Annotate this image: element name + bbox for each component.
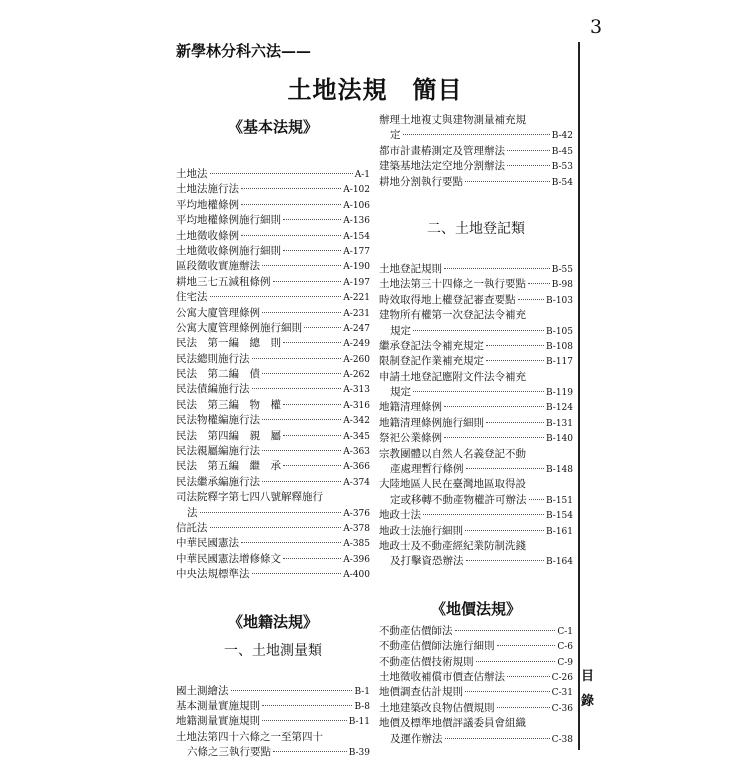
toc-entry[interactable] <box>176 306 370 321</box>
entry-page: B-124 <box>546 403 573 414</box>
entry-title: 區段徵收實施辦法 <box>176 260 260 273</box>
entry-page: C-1 <box>557 626 573 637</box>
entry-title: 地價及標準地價評議委員會組織 <box>379 717 526 730</box>
entry-title: 民法繼承編施行法 <box>176 475 260 488</box>
entry-page: B-164 <box>546 557 573 568</box>
entry-page: A-313 <box>343 385 370 396</box>
entry-page: A-262 <box>343 370 370 381</box>
dot-leader <box>507 676 550 677</box>
entry-title: 地價調查估計規則 <box>379 686 463 699</box>
entry-title: 繼承登記法令補充規定 <box>379 339 484 352</box>
toc-entry[interactable] <box>379 477 573 492</box>
dot-leader <box>210 527 342 528</box>
dot-leader <box>273 751 347 752</box>
toc-entry[interactable] <box>176 521 370 536</box>
entry-title: 民法 第五編 繼 承 <box>176 460 281 473</box>
entry-page: A-177 <box>343 246 370 257</box>
toc-entry[interactable] <box>176 382 370 397</box>
toc-entry[interactable] <box>176 213 370 228</box>
dot-leader <box>465 691 550 692</box>
toc-entry[interactable] <box>379 624 573 639</box>
entry-title: 耕地分割執行要點 <box>379 175 463 188</box>
dot-leader <box>262 705 352 706</box>
toc-entry[interactable] <box>379 447 573 462</box>
toc-entry[interactable] <box>176 684 370 699</box>
entry-title: 地政士法 <box>379 509 421 522</box>
dot-leader <box>529 499 545 500</box>
spacer <box>379 190 573 215</box>
dot-leader <box>486 360 544 361</box>
entry-page: B-105 <box>546 326 573 337</box>
entry-title: 土地法第四十六條之一至第四十 <box>176 730 323 743</box>
entry-title: 中央法規標準法 <box>176 568 250 581</box>
toc-entry[interactable] <box>379 431 573 446</box>
toc-entry[interactable] <box>176 745 370 760</box>
dot-leader <box>262 373 341 374</box>
toc-entry[interactable] <box>379 128 573 143</box>
toc-entry[interactable] <box>379 655 573 670</box>
entry-title: 中華民國憲法增修條文 <box>176 552 281 565</box>
entry-page: A-316 <box>343 400 370 411</box>
toc-entry[interactable] <box>176 352 370 367</box>
dot-leader <box>486 345 544 346</box>
entry-title: 國土測繪法 <box>176 684 229 697</box>
entry-page: B-119 <box>546 388 573 399</box>
toc-entry[interactable] <box>176 182 370 197</box>
entry-title: 建物所有權第一次登記法令補充 <box>379 309 526 322</box>
toc-entry[interactable] <box>176 730 370 745</box>
entry-title: 民法 第三編 物 權 <box>176 398 281 411</box>
dot-leader <box>445 738 550 739</box>
entry-page: C-26 <box>551 672 573 683</box>
entry-page: B-39 <box>348 748 370 759</box>
entry-title: 中華民國憲法 <box>176 537 239 550</box>
toc-entry[interactable] <box>379 144 573 159</box>
dot-leader <box>231 690 353 691</box>
dot-leader <box>507 165 550 166</box>
toc-entry[interactable] <box>176 367 370 382</box>
entry-title: 耕地三七五減租條例 <box>176 275 271 288</box>
entry-page: A-221 <box>343 293 370 304</box>
entry-title: 地政士及不動產經紀業防制洗錢 <box>379 539 526 552</box>
dot-leader <box>528 283 550 284</box>
entry-page: A-190 <box>343 262 370 273</box>
toc-entry[interactable] <box>176 567 370 582</box>
entry-page: C-9 <box>557 657 573 668</box>
entry-title: 祭祀公業條例 <box>379 432 442 445</box>
toc-entry[interactable] <box>379 385 573 400</box>
entry-title: 大陸地區人民在臺灣地區取得設 <box>379 478 526 491</box>
dot-leader <box>283 250 341 251</box>
entry-title: 定 <box>390 129 401 142</box>
entry-page: A-247 <box>343 323 370 334</box>
toc-entry[interactable] <box>176 413 370 428</box>
entry-title: 平均地權條例施行細則 <box>176 214 281 227</box>
entry-title: 限制登記作業補充規定 <box>379 355 484 368</box>
toc-entry[interactable] <box>379 539 573 554</box>
toc-entry[interactable] <box>176 336 370 351</box>
entry-title: 住宅法 <box>176 291 208 304</box>
toc-entry[interactable] <box>176 229 370 244</box>
entry-title: 民法總則施行法 <box>176 352 250 365</box>
dot-leader <box>283 342 341 343</box>
dot-leader <box>200 512 342 513</box>
entry-page: B-117 <box>546 357 573 368</box>
entry-title: 信託法 <box>176 521 208 534</box>
entry-page: B-8 <box>354 701 370 712</box>
entry-title: 土地徵收條例施行細則 <box>176 244 281 257</box>
entry-page: A-374 <box>343 477 370 488</box>
entry-title: 土地建築改良物估價規則 <box>379 701 495 714</box>
entry-title: 及運作辦法 <box>390 732 443 745</box>
entry-page: A-396 <box>343 554 370 565</box>
entry-title: 土地法 <box>176 168 208 180</box>
dot-leader <box>518 299 545 300</box>
entry-title: 土地法施行法 <box>176 183 239 196</box>
toc-entry[interactable] <box>176 506 370 521</box>
entry-page: A-366 <box>343 462 370 473</box>
entry-title: 建築基地法定空地分割辦法 <box>379 160 505 173</box>
dot-leader <box>466 468 545 469</box>
subsection-heading: 一、土地測量類 <box>224 642 322 659</box>
dot-leader <box>476 661 556 662</box>
entry-title: 地籍清理條例 <box>379 401 442 414</box>
dot-leader <box>262 450 341 451</box>
dot-leader <box>497 645 556 646</box>
entry-page: A-342 <box>343 416 370 427</box>
dot-leader <box>413 330 544 331</box>
page-number: 3 <box>590 16 603 38</box>
entry-title: 土地登記規則 <box>379 262 442 275</box>
entry-title: 規定 <box>390 386 411 399</box>
entry-page: A-1 <box>354 170 370 180</box>
entry-title: 定或移轉不動產物權許可辦法 <box>390 493 527 506</box>
toc-entry[interactable] <box>176 552 370 567</box>
dot-leader <box>241 204 341 205</box>
toc-entry[interactable] <box>379 554 573 569</box>
dot-leader <box>455 630 556 631</box>
dot-leader <box>210 173 353 174</box>
entry-title: 民法 第一編 總 則 <box>176 337 281 350</box>
entry-page: A-400 <box>343 570 370 581</box>
toc-entry[interactable] <box>379 493 573 508</box>
toc-entry[interactable] <box>379 716 573 731</box>
toc-entry[interactable] <box>379 400 573 415</box>
toc-entry[interactable] <box>176 490 370 505</box>
entry-title: 民法債編施行法 <box>176 383 250 396</box>
entry-page: A-154 <box>343 231 370 242</box>
dot-leader <box>444 437 544 438</box>
spacer <box>379 570 573 595</box>
entry-page: B-42 <box>551 131 573 142</box>
dot-leader <box>465 181 550 182</box>
entry-page: B-11 <box>348 717 370 728</box>
entry-title: 法 <box>187 506 198 519</box>
dot-leader <box>262 265 341 266</box>
toc-entry[interactable] <box>379 113 573 128</box>
entry-title: 民法 第四編 親 屬 <box>176 429 281 442</box>
entry-title: 公寓大廈管理條例施行細則 <box>176 321 302 334</box>
toc-entry[interactable] <box>379 308 573 323</box>
entry-page: B-103 <box>546 295 573 306</box>
dot-leader <box>413 391 544 392</box>
entry-title: 土地徵收條例 <box>176 229 239 242</box>
dot-leader <box>273 281 342 282</box>
dot-leader <box>423 514 544 515</box>
entry-title: 基本測量實施規則 <box>176 699 260 712</box>
toc-entry[interactable] <box>176 714 370 729</box>
dot-leader <box>283 465 341 466</box>
entry-title: 及打擊資恐辦法 <box>390 555 464 568</box>
spacer <box>176 666 370 684</box>
toc-entry[interactable] <box>176 290 370 305</box>
entry-title: 民法 第二編 債 <box>176 368 260 381</box>
toc-entry[interactable] <box>379 685 573 700</box>
toc-entry[interactable] <box>379 293 573 308</box>
entry-title: 公寓大廈管理條例 <box>176 306 260 319</box>
dot-leader <box>262 720 347 721</box>
spacer <box>176 142 370 167</box>
entry-title: 地籍測量實施規則 <box>176 715 260 728</box>
entry-page: A-136 <box>343 216 370 227</box>
entry-page: A-378 <box>343 523 370 534</box>
dot-leader <box>262 312 341 313</box>
dot-leader <box>283 404 341 405</box>
entry-page: B-161 <box>546 526 573 537</box>
toc-entry[interactable] <box>176 429 370 444</box>
section-heading: 《基本法規》 <box>227 118 318 136</box>
toc-entry[interactable] <box>379 175 573 190</box>
entry-page: B-131 <box>546 418 573 429</box>
dot-leader <box>403 134 550 135</box>
toc-entry[interactable] <box>176 244 370 259</box>
entry-page: A-260 <box>343 354 370 365</box>
toc-entry[interactable] <box>176 167 370 182</box>
entry-title: 申請土地登記應附文件法令補充 <box>379 370 526 383</box>
dot-leader <box>466 560 545 561</box>
entry-page: A-106 <box>343 200 370 211</box>
dot-leader <box>497 707 550 708</box>
entry-page: C-38 <box>551 734 573 745</box>
entry-title: 都市計畫樁測定及管理辦法 <box>379 144 505 157</box>
entry-page: A-231 <box>343 308 370 319</box>
toc-entry[interactable] <box>379 639 573 654</box>
dot-leader <box>283 219 341 220</box>
entry-page: B-148 <box>546 465 573 476</box>
side-label-char: 錄 <box>581 694 595 709</box>
subsection-heading: 二、土地登記類 <box>427 220 525 237</box>
dot-leader <box>486 422 544 423</box>
toc-entry[interactable] <box>176 259 370 274</box>
toc-entry[interactable] <box>379 370 573 385</box>
entry-page: C-31 <box>551 688 573 699</box>
entry-page: B-45 <box>551 146 573 157</box>
entry-title: 產處理暫行條例 <box>390 463 464 476</box>
toc-entry[interactable] <box>379 324 573 339</box>
book-title: 新學林分科六法—— <box>176 42 312 60</box>
toc-left-column <box>176 113 370 761</box>
dot-leader <box>241 188 341 189</box>
entry-title: 六條之三執行要點 <box>187 746 271 759</box>
section-heading: 《地籍法規》 <box>227 612 318 631</box>
entry-page: C-36 <box>551 703 573 714</box>
toc-entry[interactable] <box>176 699 370 714</box>
toc-entry[interactable] <box>379 354 573 369</box>
entry-page: A-363 <box>343 447 370 458</box>
dot-leader <box>241 542 341 543</box>
dot-leader <box>444 268 550 269</box>
entry-page: B-140 <box>546 434 573 445</box>
toc-entry[interactable] <box>379 701 573 716</box>
entry-page: B-98 <box>551 280 573 291</box>
dot-leader <box>262 419 341 420</box>
entry-title: 時效取得地上權登記審查要點 <box>379 293 516 306</box>
toc-entry[interactable] <box>379 524 573 539</box>
toc-entry[interactable] <box>176 459 370 474</box>
entry-page: A-197 <box>343 277 370 288</box>
entry-page: B-108 <box>546 341 573 352</box>
document-title: 土地法規 簡目 <box>287 75 463 104</box>
spacer <box>176 583 370 608</box>
entry-page: B-55 <box>551 264 573 275</box>
entry-page: B-1 <box>354 686 370 697</box>
dot-leader <box>283 435 341 436</box>
toc-entry[interactable] <box>379 339 573 354</box>
toc-right-column <box>379 113 573 747</box>
entry-title: 平均地權條例 <box>176 198 239 211</box>
entry-page: B-154 <box>546 511 573 522</box>
entry-title: 地籍清理條例施行細則 <box>379 416 484 429</box>
toc-entry[interactable] <box>176 475 370 490</box>
entry-title: 民法物權編施行法 <box>176 414 260 427</box>
entry-page: B-54 <box>551 177 573 188</box>
entry-title: 不動產估價師法施行細則 <box>379 640 495 653</box>
dot-leader <box>283 558 341 559</box>
entry-page: B-53 <box>551 162 573 173</box>
dot-leader <box>252 388 342 389</box>
toc-entry[interactable] <box>176 536 370 551</box>
entry-page: A-249 <box>343 339 370 350</box>
entry-title: 不動產估價技術規則 <box>379 655 474 668</box>
toc-entry[interactable] <box>176 398 370 413</box>
section-heading: 《地價法規》 <box>430 599 521 618</box>
toc-entry[interactable] <box>379 670 573 685</box>
entry-title: 宗教團體以自然人名義登記不動 <box>379 447 526 460</box>
toc-entry[interactable] <box>176 198 370 213</box>
toc-entry[interactable] <box>379 277 573 292</box>
toc-entry[interactable] <box>379 262 573 277</box>
entry-title: 土地徵收補償市價查估辦法 <box>379 670 505 683</box>
toc-entry[interactable] <box>379 416 573 431</box>
entry-page: A-376 <box>343 508 370 519</box>
toc-entry[interactable] <box>176 444 370 459</box>
entry-title: 地政士法施行細則 <box>379 524 463 537</box>
entry-title: 不動產估價師法 <box>379 624 453 637</box>
toc-entry[interactable] <box>379 732 573 747</box>
entry-page: A-345 <box>343 431 370 442</box>
toc-entry[interactable] <box>379 159 573 174</box>
dot-leader <box>210 296 342 297</box>
dot-leader <box>465 530 544 531</box>
entry-page: A-385 <box>343 539 370 550</box>
dot-leader <box>241 235 341 236</box>
entry-title: 民法親屬編施行法 <box>176 445 260 458</box>
dot-leader <box>252 573 342 574</box>
entry-page: B-151 <box>546 495 573 506</box>
entry-title: 土地法第三十四條之一執行要點 <box>379 278 526 291</box>
side-label-char: 目 <box>581 669 595 684</box>
toc-entry[interactable] <box>379 462 573 477</box>
toc-entry[interactable] <box>176 275 370 290</box>
toc-entry[interactable] <box>379 508 573 523</box>
spacer <box>379 244 573 262</box>
entry-title: 辦理土地複丈與建物測量補充規 <box>379 114 526 126</box>
dot-leader <box>444 406 544 407</box>
entry-title: 規定 <box>390 324 411 337</box>
dot-leader <box>252 358 342 359</box>
margin-rule <box>578 42 580 750</box>
toc-entry[interactable] <box>176 321 370 336</box>
entry-title: 司法院釋字第七四八號解釋施行 <box>176 491 323 504</box>
entry-page: C-6 <box>557 642 573 653</box>
dot-leader <box>507 150 550 151</box>
dot-leader <box>262 481 341 482</box>
dot-leader <box>304 327 341 328</box>
entry-page: A-102 <box>343 185 370 196</box>
